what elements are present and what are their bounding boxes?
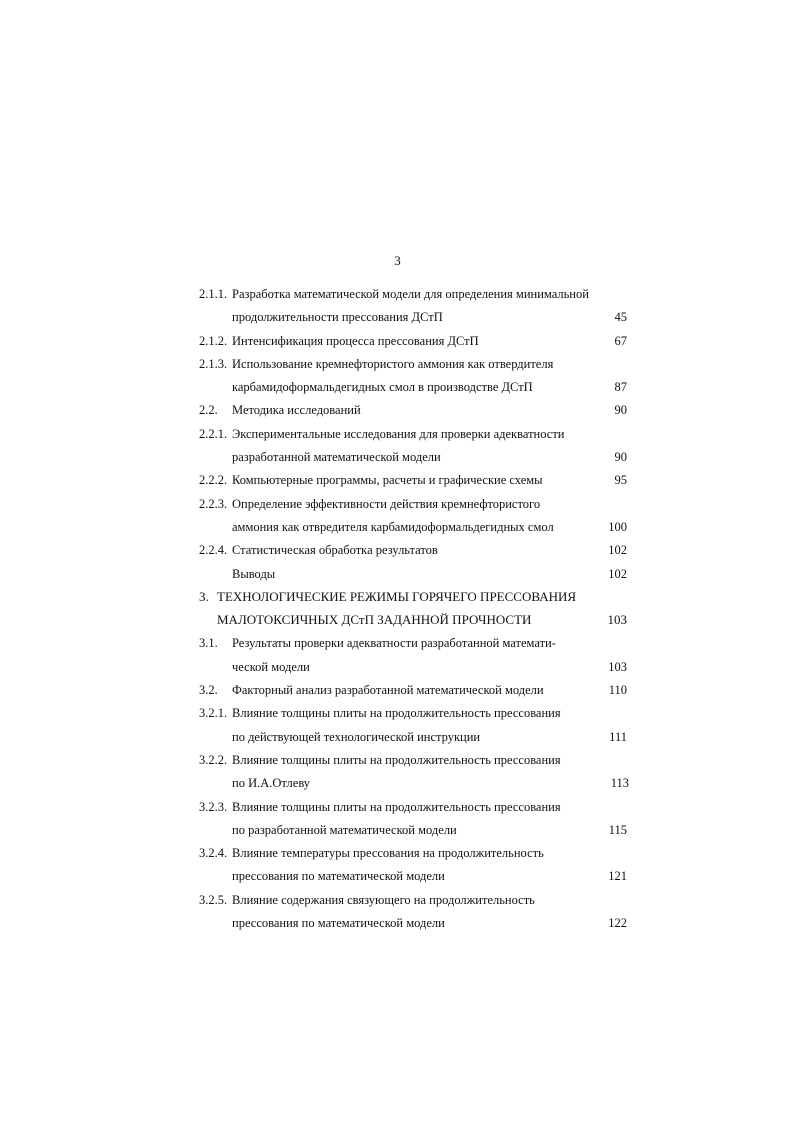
toc-entry-title: по разработанной математической модели [232, 822, 457, 837]
toc-entry-title: Влияние толщины плиты на продолжительность прессования [232, 799, 561, 814]
toc-entry-title: Методика исследований [232, 403, 361, 418]
toc-page-number: 90 [614, 450, 627, 465]
toc-line [199, 425, 639, 448]
toc-line [199, 518, 639, 541]
toc-line [199, 844, 639, 867]
toc-line [199, 914, 639, 937]
toc-section-number: 2.1.1. [199, 287, 228, 301]
toc-entry-title: прессования по математической модели [232, 916, 445, 931]
toc-entry-title: ческой модели [232, 659, 310, 674]
toc-section-number: 2.2.4. [199, 543, 228, 558]
toc-page-number: 122 [608, 916, 627, 931]
toc-entry-title: Влияние толщины плиты на продолжительность прессования [232, 706, 561, 721]
toc-entry-title: Определение эффективности действия кремнефтористого [232, 496, 541, 511]
toc-entry-title: аммония как отвредителя карбамидоформальдегидных смол [232, 519, 554, 534]
toc-line [199, 308, 639, 331]
toc-entry-title: продолжительности прессования ДСтП [232, 310, 443, 325]
toc-page-number: 110 [608, 683, 627, 698]
toc-page-number: 90 [614, 403, 627, 418]
toc-entry-title: Влияние температуры прессования на продолжительность [232, 846, 544, 861]
toc-section-number: 2.2.3. [199, 496, 228, 511]
toc-section-number: 2.2.2. [199, 473, 228, 488]
toc-section-number: 3. [199, 588, 209, 604]
toc-page-number: 111 [609, 729, 627, 744]
toc-entry-title: Факторный анализ разработанной математической модели [232, 683, 544, 698]
toc-line [199, 471, 639, 494]
toc-line [199, 891, 639, 914]
toc-line [199, 867, 639, 890]
toc-entry-title: по И.А.Отлеву [232, 776, 311, 791]
toc-line [199, 658, 639, 681]
toc-entry-title: Разработка математической модели для определения минимальной [232, 287, 589, 301]
toc-entry-title: Статистическая обработка результатов [232, 543, 438, 558]
toc-section-number: 3.2.1. [199, 706, 228, 721]
toc-entry-title: по действующей технологической инструкции [232, 729, 481, 744]
toc-line [199, 448, 639, 471]
toc-line [199, 332, 639, 355]
toc-entry-title: Влияние содержания связующего на продолжительность [232, 892, 535, 907]
toc-page-number: 103 [607, 612, 627, 628]
toc-section-number: 3.2.4. [199, 846, 228, 861]
toc-section-number: 2.1.2. [199, 333, 228, 348]
toc-line [199, 798, 639, 821]
toc-line [199, 751, 639, 774]
toc-entry-title: Компьютерные программы, расчеты и графические схемы [232, 473, 543, 488]
toc-page-number: 87 [614, 380, 627, 395]
toc-line [199, 821, 639, 844]
toc-entry-title: Использование кремнефтористого аммония как отвердителя [232, 356, 554, 371]
toc-section-number: 2.2. [199, 403, 218, 418]
toc-section-number: 3.1. [199, 636, 218, 651]
toc-line [199, 774, 639, 797]
toc-line [199, 611, 639, 634]
toc-page-number: 121 [608, 869, 627, 884]
toc-line [199, 728, 639, 751]
toc-section-number: 2.2.1. [199, 426, 228, 441]
toc-page-number: 102 [608, 543, 627, 558]
toc-line [199, 355, 639, 378]
toc-line [199, 681, 639, 704]
toc-section-number: 3.2. [199, 683, 218, 698]
toc-entry-title: Результаты проверки адекватности разработанной математи- [232, 636, 556, 651]
toc-entry-title: разработанной математической модели [232, 450, 441, 465]
toc-entry-title: прессования по математической модели [232, 869, 445, 884]
toc-line [199, 704, 639, 727]
toc-page-number: 67 [614, 333, 627, 348]
toc-page-number: 45 [614, 310, 627, 325]
toc-entry-title: Влияние толщины плиты на продолжительность прессования [232, 752, 561, 767]
toc-section-number: 3.2.3. [199, 799, 228, 814]
toc-line [199, 401, 639, 424]
toc-page-number: 102 [608, 566, 627, 581]
toc-line [199, 378, 639, 401]
toc-page-number: 115 [608, 822, 627, 837]
toc-page-number: 113 [610, 776, 629, 791]
toc-line [199, 634, 639, 657]
toc-page-number: 100 [608, 519, 627, 534]
table-of-contents [199, 285, 639, 937]
toc-line [199, 285, 639, 308]
page-number: 3 [394, 253, 401, 268]
toc-line [199, 588, 639, 611]
toc-section-number: 3.2.5. [199, 892, 228, 907]
toc-entry-title: карбамидоформальдегидных смол в производстве ДСтП [232, 380, 533, 395]
toc-line [199, 495, 639, 518]
toc-line [199, 541, 639, 564]
toc-chapter-title: ТЕХНОЛОГИЧЕСКИЕ РЕЖИМЫ ГОРЯЧЕГО ПРЕССОВАНИЯ [217, 588, 577, 604]
toc-page-number: 95 [614, 473, 627, 488]
toc-section-number: 2.1.3. [199, 356, 228, 371]
toc-line [199, 565, 639, 588]
toc-section-number: 3.2.2. [199, 752, 228, 767]
toc-chapter-title: МАЛОТОКСИЧНЫХ ДСтП ЗАДАННОЙ ПРОЧНОСТИ [217, 612, 532, 628]
toc-page-number: 103 [608, 659, 627, 674]
toc-entry-title: Интенсификация процесса прессования ДСтП [232, 333, 479, 348]
toc-entry-title: Экспериментальные исследования для проверки адекватности [232, 426, 565, 441]
toc-entry-title: Выводы [232, 566, 276, 581]
